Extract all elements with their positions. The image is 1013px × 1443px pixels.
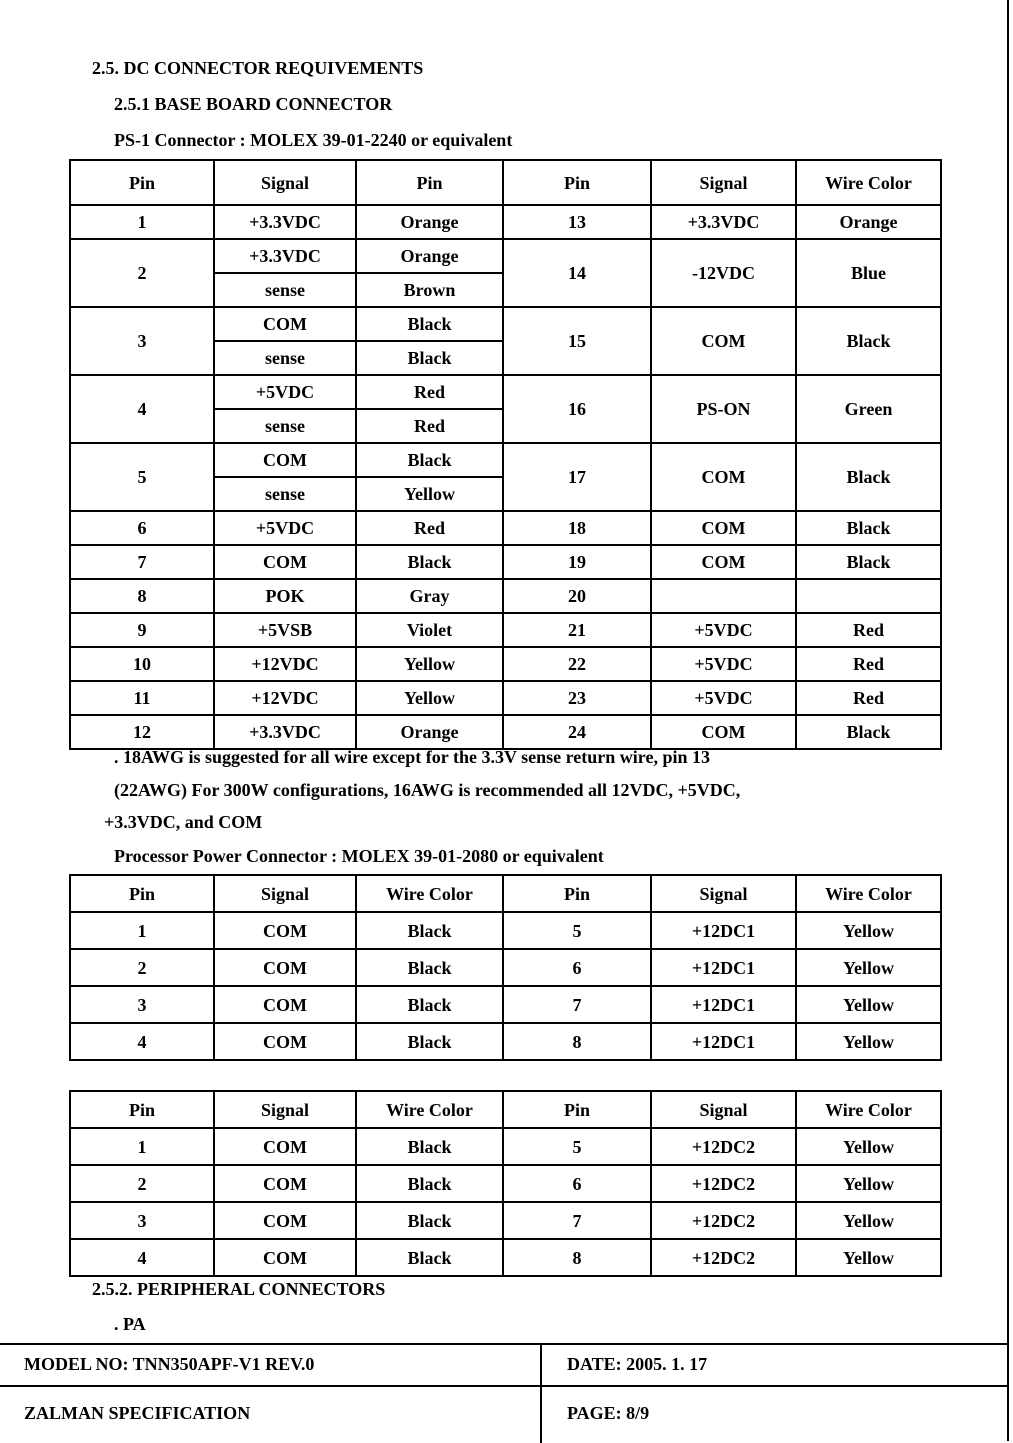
processor-pinout-table-2 [69,1090,942,1277]
wire-color-cell: Orange [796,205,941,239]
wire-gauge-note-line-2: (22AWG) For 300W configurations, 16AWG is recommended all 12VDC, +5VDC, [114,780,741,800]
signal-cell: COM [214,1128,356,1165]
table-row [70,205,941,239]
footer-column-divider [540,1345,542,1443]
signal-cell: COM [214,1239,356,1276]
pin-cell: 22 [503,647,651,681]
table-row [70,1165,941,1202]
wire-color-cell: Black [356,443,503,477]
pin-cell: 14 [503,239,651,307]
table-row [70,545,941,579]
wire-color-cell: Yellow [796,1128,941,1165]
footer-page-number: PAGE: 8/9 [567,1403,650,1423]
pin-cell: 4 [70,375,214,443]
wire-color-cell: Orange [356,205,503,239]
signal-cell: +12DC2 [651,1128,796,1165]
pin-cell: 2 [70,1165,214,1202]
header-pin: Pin [356,160,503,205]
pin-cell: 3 [70,307,214,375]
header-wire-color: Wire Color [356,875,503,912]
pin-cell: 1 [70,1128,214,1165]
signal-cell: +5VSB [214,613,356,647]
peripheral-connectors-title: 2.5.2. PERIPHERAL CONNECTORS [92,1279,386,1299]
signal-cell: sense [214,273,356,307]
signal-cell: +12DC1 [651,986,796,1023]
wire-color-cell: Black [356,949,503,986]
header-signal: Signal [651,875,796,912]
signal-cell: +3.3VDC [651,205,796,239]
wire-color-cell: Black [796,443,941,511]
wire-color-cell: Black [356,307,503,341]
signal-cell: sense [214,341,356,375]
table-row [70,511,941,545]
header-pin: Pin [70,875,214,912]
pin-cell: 21 [503,613,651,647]
signal-cell: COM [651,545,796,579]
signal-cell: +3.3VDC [214,205,356,239]
header-signal: Signal [651,160,796,205]
pin-cell: 4 [70,1023,214,1060]
pin-cell: 5 [70,443,214,511]
signal-cell: +5VDC [651,647,796,681]
pin-cell: 9 [70,613,214,647]
signal-cell: COM [214,545,356,579]
wire-color-cell: Orange [356,715,503,749]
peripheral-note: . PA [114,1314,146,1334]
wire-color-cell: Yellow [796,986,941,1023]
wire-gauge-note-line-1: . 18AWG is suggested for all wire except for the 3.3V sense return wire, pin 13 [114,747,710,767]
wire-color-cell: Black [356,341,503,375]
wire-color-cell: Black [356,1239,503,1276]
wire-color-cell: Red [796,681,941,715]
wire-color-cell: Black [356,1023,503,1060]
pin-cell: 18 [503,511,651,545]
header-pin: Pin [503,875,651,912]
pin-cell: 12 [70,715,214,749]
pin-cell: 2 [70,949,214,986]
pin-cell: 5 [503,912,651,949]
wire-color-cell: Yellow [356,681,503,715]
wire-gauge-note-line-3: +3.3VDC, and COM [104,812,263,832]
signal-cell: +12VDC [214,681,356,715]
wire-color-cell: Black [356,1165,503,1202]
table-header-row [70,1091,941,1128]
wire-color-cell: Black [796,545,941,579]
signal-cell: COM [214,986,356,1023]
ps1-connector-caption: PS-1 Connector : MOLEX 39-01-2240 or equivalent [114,130,513,150]
wire-color-cell: Violet [356,613,503,647]
signal-cell [651,579,796,613]
table-row [70,579,941,613]
header-wire-color: Wire Color [796,875,941,912]
header-signal: Signal [214,1091,356,1128]
pin-cell: 20 [503,579,651,613]
signal-cell: PS-ON [651,375,796,443]
pin-cell: 11 [70,681,214,715]
footer-divider [0,1385,1009,1387]
signal-cell: COM [651,511,796,545]
table-row [70,375,941,409]
table-row [70,647,941,681]
header-wire-color: Wire Color [796,1091,941,1128]
wire-color-cell: Blue [796,239,941,307]
signal-cell: -12VDC [651,239,796,307]
wire-color-cell: Red [356,511,503,545]
table-row [70,307,941,341]
pin-cell: 7 [503,986,651,1023]
header-pin: Pin [70,160,214,205]
wire-color-cell: Green [796,375,941,443]
table-row [70,613,941,647]
header-wire-color: Wire Color [356,1091,503,1128]
table-row [70,681,941,715]
signal-cell: +5VDC [651,681,796,715]
pin-cell: 1 [70,912,214,949]
subsection-title: 2.5.1 BASE BOARD CONNECTOR [114,94,393,114]
pin-cell: 7 [503,1202,651,1239]
header-wire-color: Wire Color [796,160,941,205]
wire-color-cell: Brown [356,273,503,307]
table-row [70,1239,941,1276]
pin-cell: 19 [503,545,651,579]
pin-cell: 24 [503,715,651,749]
signal-cell: +3.3VDC [214,715,356,749]
signal-cell: +12DC1 [651,949,796,986]
pin-cell: 15 [503,307,651,375]
wire-color-cell: Black [356,1202,503,1239]
wire-color-cell: Yellow [796,949,941,986]
wire-color-cell: Yellow [796,1023,941,1060]
table-header-row [70,875,941,912]
pin-cell: 13 [503,205,651,239]
page-footer [0,1343,1009,1443]
table-row [70,1202,941,1239]
wire-color-cell [796,579,941,613]
table-row [70,949,941,986]
signal-cell: +12DC2 [651,1165,796,1202]
wire-color-cell: Black [356,986,503,1023]
signal-cell: COM [214,443,356,477]
signal-cell: sense [214,409,356,443]
wire-color-cell: Red [356,375,503,409]
signal-cell: COM [651,715,796,749]
processor-connector-caption: Processor Power Connector : MOLEX 39-01-2080 or equivalent [114,846,604,866]
footer-date: DATE: 2005. 1. 17 [567,1354,708,1374]
pin-cell: 8 [503,1239,651,1276]
pin-cell: 8 [503,1023,651,1060]
footer-specification: ZALMAN SPECIFICATION [24,1403,251,1423]
signal-cell: +12DC2 [651,1239,796,1276]
pin-cell: 8 [70,579,214,613]
signal-cell: COM [214,1202,356,1239]
wire-color-cell: Red [356,409,503,443]
wire-color-cell: Black [356,1128,503,1165]
wire-color-cell: Yellow [796,1202,941,1239]
processor-pinout-table-1 [69,874,942,1061]
pin-cell: 3 [70,986,214,1023]
pin-cell: 6 [503,1165,651,1202]
header-pin: Pin [503,1091,651,1128]
signal-cell: COM [214,1165,356,1202]
pin-cell: 3 [70,1202,214,1239]
pin-cell: 6 [70,511,214,545]
wire-color-cell: Black [356,545,503,579]
header-signal: Signal [651,1091,796,1128]
table-row [70,986,941,1023]
table-row [70,715,941,749]
wire-color-cell: Yellow [356,647,503,681]
table-row [70,239,941,273]
signal-cell: COM [214,1023,356,1060]
signal-cell: +3.3VDC [214,239,356,273]
signal-cell: sense [214,477,356,511]
signal-cell: +12DC2 [651,1202,796,1239]
table-row [70,912,941,949]
signal-cell: COM [651,443,796,511]
wire-color-cell: Black [796,715,941,749]
wire-color-cell: Orange [356,239,503,273]
pin-cell: 5 [503,1128,651,1165]
pin-cell: 7 [70,545,214,579]
wire-color-cell: Gray [356,579,503,613]
pin-cell: 10 [70,647,214,681]
signal-cell: +12DC1 [651,1023,796,1060]
signal-cell: +5VDC [214,511,356,545]
pin-cell: 23 [503,681,651,715]
header-pin: Pin [503,160,651,205]
wire-color-cell: Red [796,647,941,681]
wire-color-cell: Black [796,511,941,545]
wire-color-cell: Yellow [796,1165,941,1202]
table-row [70,1023,941,1060]
ps1-pinout-table [69,159,942,750]
wire-color-cell: Red [796,613,941,647]
pin-cell: 16 [503,375,651,443]
signal-cell: COM [214,912,356,949]
table-header-row [70,160,941,205]
page-right-border [1007,0,1009,1441]
header-pin: Pin [70,1091,214,1128]
section-title: 2.5. DC CONNECTOR REQUIVEMENTS [92,58,424,78]
header-signal: Signal [214,160,356,205]
pin-cell: 6 [503,949,651,986]
wire-color-cell: Black [356,912,503,949]
signal-cell: COM [214,307,356,341]
wire-color-cell: Yellow [796,1239,941,1276]
table-row [70,1128,941,1165]
signal-cell: +12DC1 [651,912,796,949]
signal-cell: POK [214,579,356,613]
pin-cell: 17 [503,443,651,511]
footer-model-number: MODEL NO: TNN350APF-V1 REV.0 [24,1354,315,1374]
pin-cell: 4 [70,1239,214,1276]
wire-color-cell: Yellow [356,477,503,511]
wire-color-cell: Yellow [796,912,941,949]
signal-cell: COM [214,949,356,986]
signal-cell: COM [651,307,796,375]
wire-color-cell: Black [796,307,941,375]
pin-cell: 1 [70,205,214,239]
pin-cell: 2 [70,239,214,307]
signal-cell: +5VDC [214,375,356,409]
signal-cell: +5VDC [651,613,796,647]
signal-cell: +12VDC [214,647,356,681]
table-row [70,443,941,477]
header-signal: Signal [214,875,356,912]
